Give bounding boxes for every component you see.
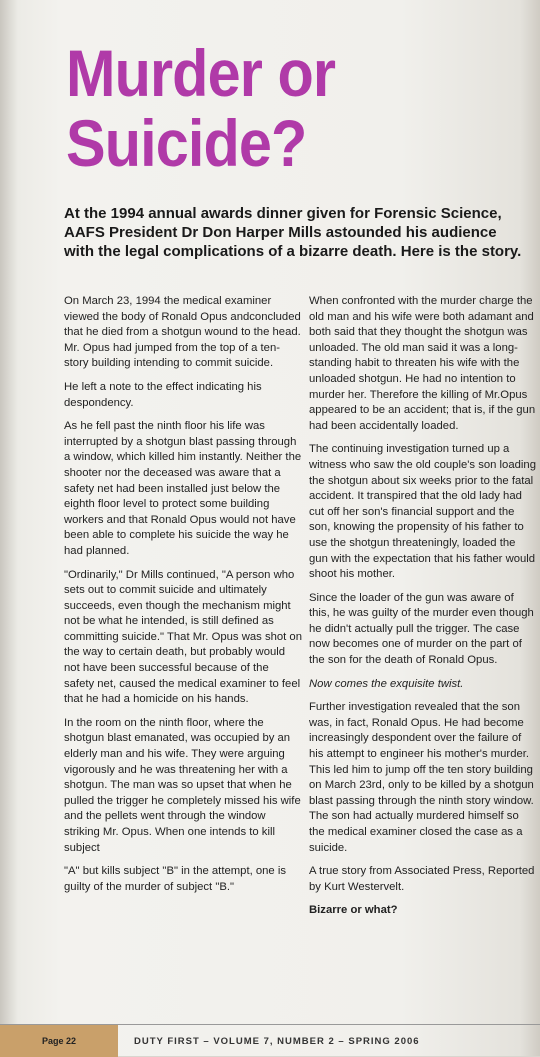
left-column xyxy=(64,294,302,903)
page-footer xyxy=(0,1024,540,1057)
title-line-1: Murder or xyxy=(66,36,336,110)
page-number-badge: Page 22 xyxy=(0,1025,118,1057)
paragraph: When confronted with the murder charge the old man and his wife were both adamant and both said that they thought the shotgun was unloaded. The old man said it was a long-standing habit to threaten his wife with the unloaded shotgun. He had no intention to murder her. Therefore the killing of Mr.Opus appeared to be an accident; that is, if the gun had been accidentally loaded. xyxy=(309,295,536,432)
twist-line: Now comes the exquisite twist. xyxy=(309,677,464,690)
paragraph: He left a note to the effect indicating his despondency. xyxy=(64,380,262,409)
paragraph: Further investigation revealed that the son was, in fact, Ronald Opus. He had become increasingly despondent over the failure of his attempt to engineer his mother's murder. This led him to jump off the ten story building on March 23rd, only to be killed by a shotgun blast passing through the ninth story window. The son had actually murdered himself so the medical examiner closed the case as a suicide. xyxy=(309,701,534,854)
closing-line: Bizarre or what? xyxy=(309,904,398,917)
article-title xyxy=(66,38,471,178)
paragraph: Since the loader of the gun was aware of this, he was guilty of the murder even though he didn't actually pull the trigger. The case now becomes one of murder on the part of the son for the death of Ronald Opus. xyxy=(309,591,534,667)
right-column xyxy=(309,294,536,927)
paragraph: In the room on the ninth floor, where the shotgun blast emanated, was occupied by an elderly man and his wife. They were arguing vigorously and he was threatening her with a shotgun. The man was so upset that when he pulled the trigger he completely missed his wife and the pellets went through the window striking Mr. Opus. When one intends to kill subject xyxy=(64,716,301,854)
paragraph: As he fell past the ninth floor his life was interrupted by a shotgun blast passing through a window, which killed him instantly. Neither the shooter nor the deceased was aware that a safety net had been installed just below the eighth floor level to protect some building workers and that Ronald Opus would not have been able to complete his suicide the way he had planned. xyxy=(64,420,302,557)
title-line-2: Suicide? xyxy=(66,106,307,180)
paragraph: On March 23, 1994 the medical examiner viewed the body of Ronald Opus andconcluded that he died from a shotgun wound to the head. Mr. Opus had jumped from the top of a ten-story building intending to commit suicide. xyxy=(64,295,301,370)
publication-info: DUTY FIRST – VOLUME 7, NUMBER 2 – SPRING 2006 xyxy=(134,1035,420,1047)
paragraph: "Ordinarily," Dr Mills continued, "A person who sets out to commit suicide and ultimately succeeds, even though the mechanism might not be what he intended, is still defined as committing suicide." That Mr. Opus was shot on the way to certain death, but probably would not have been successful because of the safety net, caused the medical examiner to feel that he had a homicide on his hands. xyxy=(64,568,302,706)
paragraph: "A" but kills subject "B" in the attempt, one is guilty of the murder of subject "B." xyxy=(64,865,286,893)
article-intro: At the 1994 annual awards dinner given for Forensic Science, AAFS President Dr Don Harper Mills astounded his audience with the legal complications of a bizarre death. Here is the story. xyxy=(64,205,522,260)
paragraph: The continuing investigation turned up a witness who saw the old couple's son loading the shotgun about six weeks prior to the fatal accident. It transpired that the old lady had cut off her son's financial support and the son, knowing the propensity of his father to use the shotgun threateningly, loaded the gun with the expectation that his father would shoot his mother. xyxy=(309,443,536,581)
source-credit: A true story from Associated Press, Reported by Kurt Westervelt. xyxy=(309,865,535,893)
